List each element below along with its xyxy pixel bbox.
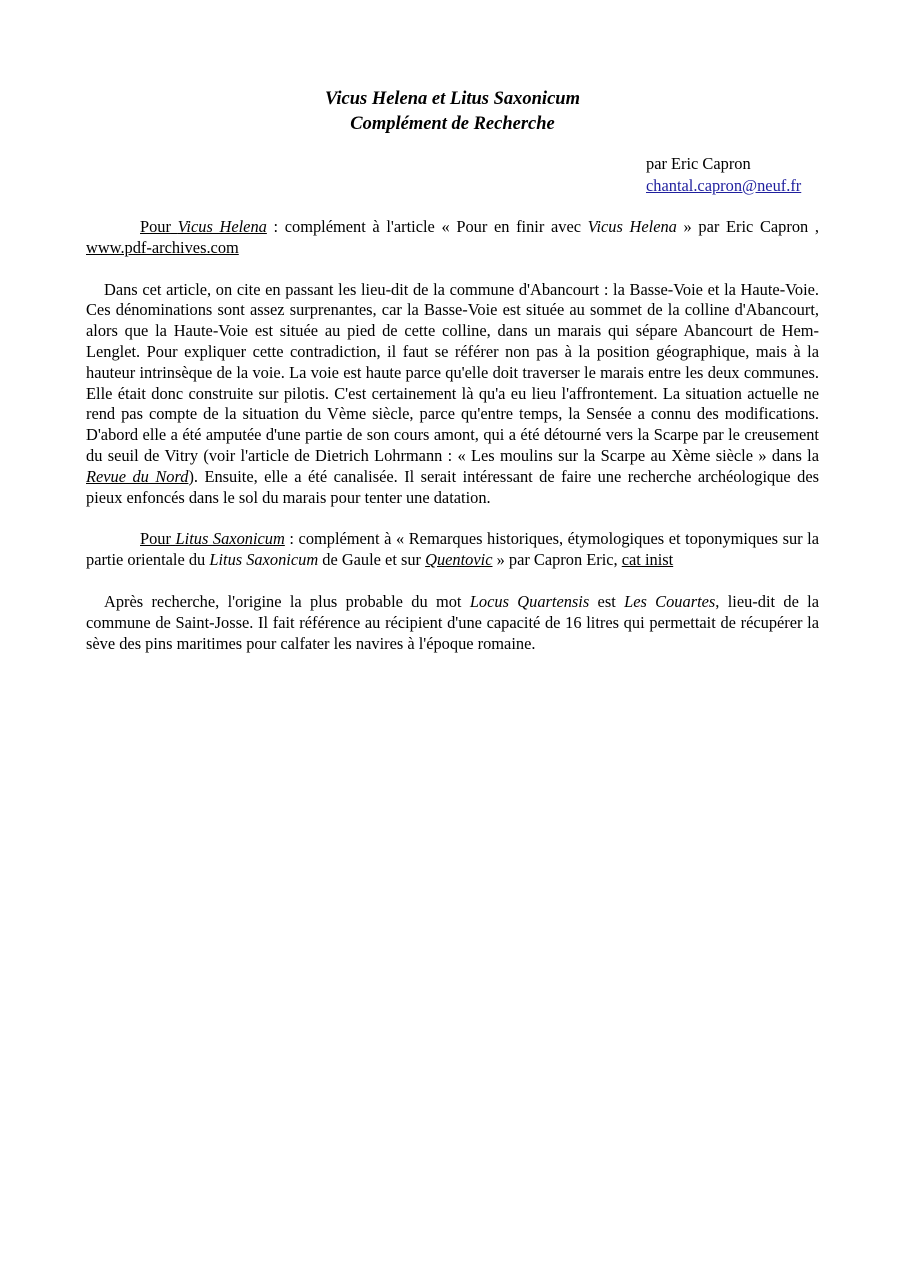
vicus-pour-heading: Pour Vicus Helena	[140, 217, 267, 236]
cat-inist-link[interactable]: cat inist	[621, 550, 674, 570]
author-block	[646, 153, 819, 197]
section-vicus-helena: Pour Vicus Helena : complément à l'article « Pour en finir avec Vicus Helena » par Eric Capron , www.pdf-archives.com	[86, 217, 819, 257]
litus-pour-heading: Pour Litus Saxonicum	[140, 529, 285, 549]
document-title	[86, 87, 819, 137]
revue-du-nord-link[interactable]: Revue du Nord	[86, 466, 189, 486]
title-line-2: Complément de Recherche	[350, 114, 555, 134]
document-page	[86, 87, 819, 654]
pdf-archives-link[interactable]: www.pdf-archives.com	[86, 237, 239, 257]
vicus-article-title: Vicus Helena	[587, 217, 677, 236]
author-byline: par Eric Capron	[646, 154, 751, 173]
section-litus-saxonicum: Pour Litus Saxonicum : complément à « Remarques historiques, étymologiques et toponymiques sur la partie orientale du Litus Saxonicum de Gaule et sur Quentovic » par Capron Eric, cat inist	[86, 529, 819, 570]
paragraph-locus-quartensis: Après recherche, l'origine la plus probable du mot Locus Quartensis est Les Couartes, lieu-dit de la commune de Saint-Josse. Il fait référence au récipient d'une capacité de 16 litres qui permettait de récupérer la sève des pins maritimes pour calfater les navires à l'époque romaine.	[86, 591, 819, 653]
title-line-1: Vicus Helena et Litus Saxonicum	[325, 89, 580, 109]
paragraph-abancourt: Dans cet article, on cite en passant les lieu-dit de la commune d'Abancourt : la Basse-Voie et la Haute-Voie. Ces dénominations sont assez surprenantes, car la Basse-Voie est située au sommet de la colline d'Abancourt, alors que la Haute-Voie est située au pied de cette colline, dans un marais qui sépare Abancourt de Hem-Lenglet. Pour expliquer cette contradiction, il faut se référer non pas à la position géographique, mais à la hauteur intrinsèque de la voie. La voie est haute parce qu'elle doit traverser le marais entre les deux communes. Elle était donc construite sur pilotis. C'est certainement là qu'a eu lieu l'affrontement. La situation actuelle ne rend pas compte de la situation du Vème siècle, parce qu'entre temps, la Sensée a connu des modifications. D'abord elle a été amputée d'une partie de son cours amont, qui a été détourné vers la Scarpe par le creusement du seuil de Vitry (voir l'article de Dietrich Lohrmann : « Les moulins sur la Scarpe au Xème siècle » dans la Revue du Nord). Ensuite, elle a été canalisée. Il serait intéressant de faire une recherche archéologique des pieux enfoncés dans le sol du marais pour tenter une datation.	[86, 279, 819, 507]
quentovic-link[interactable]: Quentovic	[425, 550, 493, 570]
author-email-link[interactable]: chantal.capron@neuf.fr	[646, 176, 802, 195]
